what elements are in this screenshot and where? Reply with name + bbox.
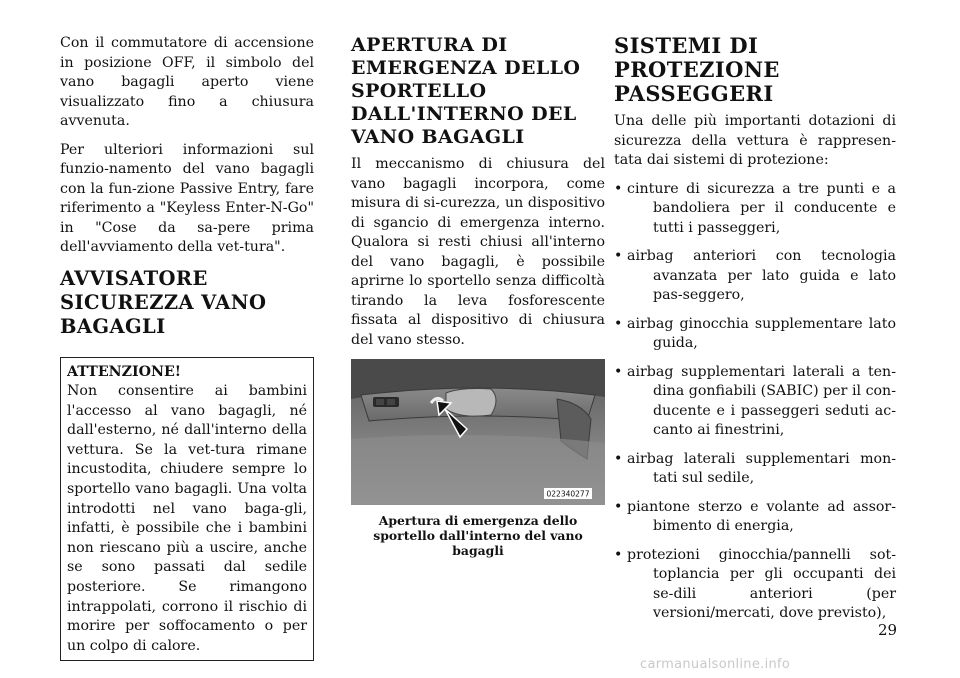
list-item: • cinture di sicurezza a tre punti e a bandoliera per il conducente e tutti i passeggeri,	[614, 180, 896, 239]
protection-list	[614, 180, 896, 624]
watermark-text: carmanualsonline.info	[640, 657, 791, 672]
paragraph: Il meccanismo di chiusura del vano bagagli incorpora, come misura di si-curezza, un dispositivo di sgancio di emergenza interno. Qualora si resti chiusi all'interno del vano bagagli, è possibile aprirne lo sportello senza difficoltà tirando la leva fosforescente fissata al dispositivo di chiusura del vano stesso.	[351, 156, 605, 348]
paragraph: Una delle più importanti dotazioni di sicurezza della vettura è rappresen-tata dai sistemi di protezione:	[614, 113, 896, 168]
list-item: • protezioni ginocchia/pannelli sot-toplancia per gli occupanti dei se-dili anteriori (per versioni/mercati, dove previsto),	[614, 546, 896, 624]
list-item: • piantone sterzo e volante ad assor-bimento di energia,	[614, 498, 896, 537]
image-caption: Apertura di emergenza dello sportello dall'interno del vano bagagli	[373, 513, 583, 558]
middle-column	[351, 34, 605, 558]
warning-text: Non consentire ai bambini l'accesso al vano bagagli, né dall'esterno, né dall'interno della vettura. Se la vet-tura rimane incustodita, chiudere sempre lo sportello vano bagagli. Una volta introdotti nel vano baga-gli, infatti, è possibile che i bambini non riescano più a uscire, anche se sono passati dal sedile posteriore. Se rimangono intrappolati, corrono il rischio di morire per soffocamento o per un colpo di calore.	[67, 383, 307, 654]
warning-box	[60, 357, 314, 662]
list-item: • airbag supplementari laterali a ten-dina gonfiabili (SABIC) per il con-ducente e i passeggeri seduti ac-canto ai finestrini,	[614, 363, 896, 441]
list-item: • airbag ginocchia supplementare lato guida,	[614, 315, 896, 354]
section-heading: APERTURA DI EMERGENZA DELLO SPORTELLO DALL'INTERNO DEL VANO BAGAGLI	[351, 34, 581, 148]
trunk-release-photo	[351, 359, 605, 505]
list-item: • airbag laterali supplementari mon-tati sul sedile,	[614, 450, 896, 489]
image-code: 022340277	[546, 489, 590, 499]
left-column	[60, 34, 314, 661]
paragraph: Per ulteriori informazioni sul funzio-namento del vano bagagli con la fun-zione Passive Entry, fare riferimento a "Keyless Enter-N-Go" in "Cose da sa-pere prima dell'avviamento della vet-tura".	[60, 141, 314, 255]
warning-title: ATTENZIONE!	[67, 363, 181, 380]
section-heading: AVVISATORE SICUREZZA VANO BAGAGLI	[60, 266, 267, 338]
page-number: 29	[878, 621, 898, 639]
trunk-interior-illustration	[351, 359, 605, 505]
list-item: • airbag anteriori con tecnologia avanzata per lato guida e lato pas-seggero,	[614, 247, 896, 306]
section-heading: SISTEMI DI PROTEZIONE PASSEGGERI	[614, 33, 780, 106]
right-column	[614, 34, 896, 633]
paragraph: Con il commutatore di accensione in posizione OFF, il simbolo del vano bagagli aperto viene visualizzato fino a chiusura avvenuta.	[60, 35, 314, 129]
